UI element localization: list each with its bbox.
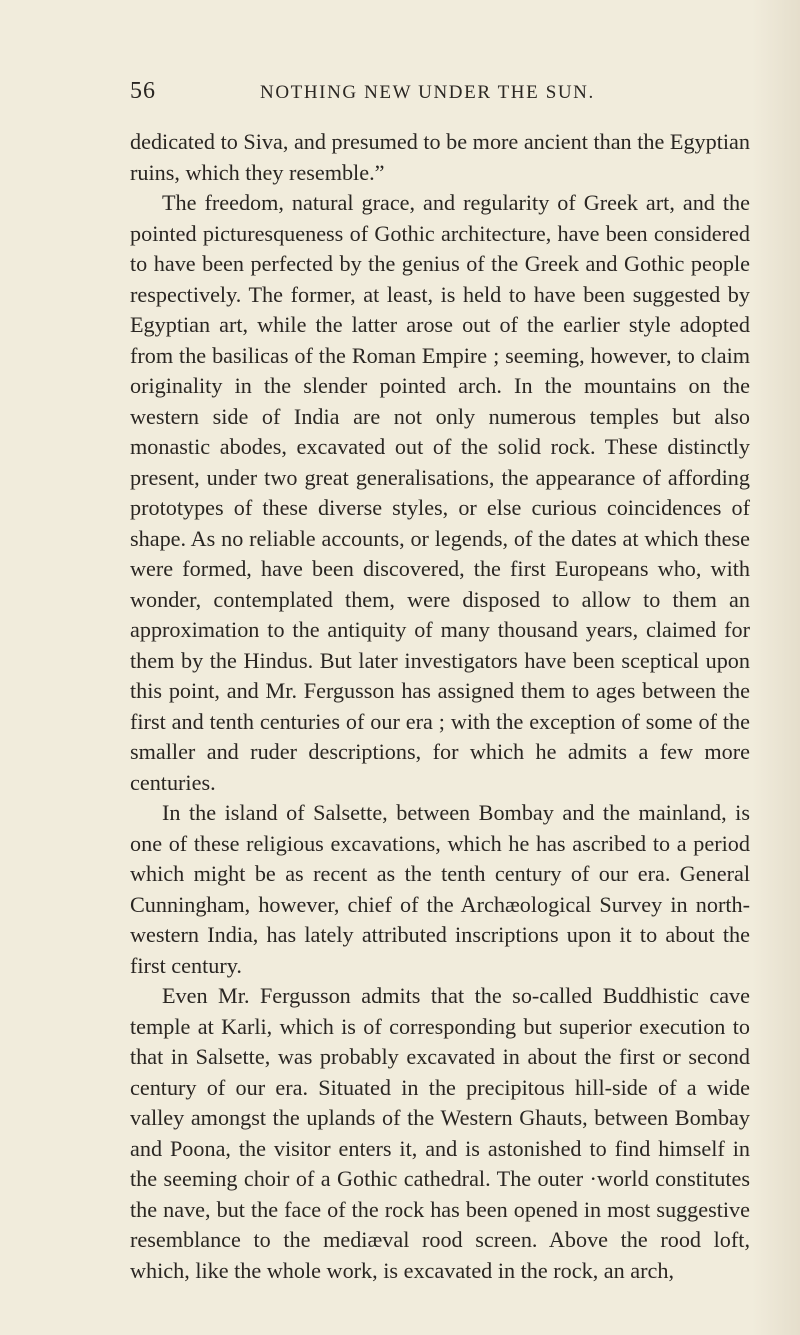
running-title: NOTHING NEW UNDER THE SUN. [260, 82, 595, 103]
paragraph: Even Mr. Fergusson admits that the so-called Buddhistic cave temple at Karli, which is of corresponding but superior execution to that in Salsette, was probably excavated in about the first or second century of our era. Situated in the precipitous hill-side of a wide valley amongst the uplands of the Western Ghauts, between Bombay and Poona, the visitor enters it, and is astonished to find himself in the seeming choir of a Gothic cathedral. The outer ·world constitutes the nave, but the face of the rock has been opened in most suggestive resemblance to the mediæval rood screen. Above the rood loft, which, like the whole work, is excavated in the rock, an arch, [130, 983, 750, 1283]
running-head [130, 78, 750, 108]
body-text [130, 127, 750, 1286]
paragraph: The freedom, natural grace, and regularity of Greek art, and the pointed picturesqueness of Gothic architecture, have been considered to have been perfected by the genius of the Greek and Gothic people respectively. The former, at least, is held to have been suggested by Egyptian art, while the latter arose out of the earlier style adopted from the basilicas of the Roman Empire ; seeming, however, to claim originality in the slender pointed arch. In the mountains on the western side of India are not only numerous temples but also monastic abodes, excavated out of the solid rock. These distinctly present, under two great generalisations, the appearance of affording prototypes of these diverse styles, or else curious coincidences of shape. As no reliable accounts, or legends, of the dates at which these were formed, have been discovered, the first Europeans who, with wonder, contemplated them, were disposed to allow to them an approximation to the antiquity of many thousand years, claimed for them by the Hindus. But later investigators have been sceptical upon this point, and Mr. Fergusson has assigned them to ages between the first and tenth centuries of our era ; with the exception of some of the smaller and ruder descriptions, for which he admits a few more centuries. [130, 190, 750, 795]
page-number: 56 [130, 78, 156, 104]
paragraph-continued: dedicated to Siva, and presumed to be more ancient than the Egyptian ruins, which they resemble.” [130, 129, 750, 185]
paragraph: In the island of Salsette, between Bombay and the mainland, is one of these religious excavations, which he has ascribed to a period which might be as recent as the tenth century of our era. General Cunningham, however, chief of the Archæological Survey in north-western India, has lately attributed inscriptions upon it to about the first century. [130, 800, 750, 978]
